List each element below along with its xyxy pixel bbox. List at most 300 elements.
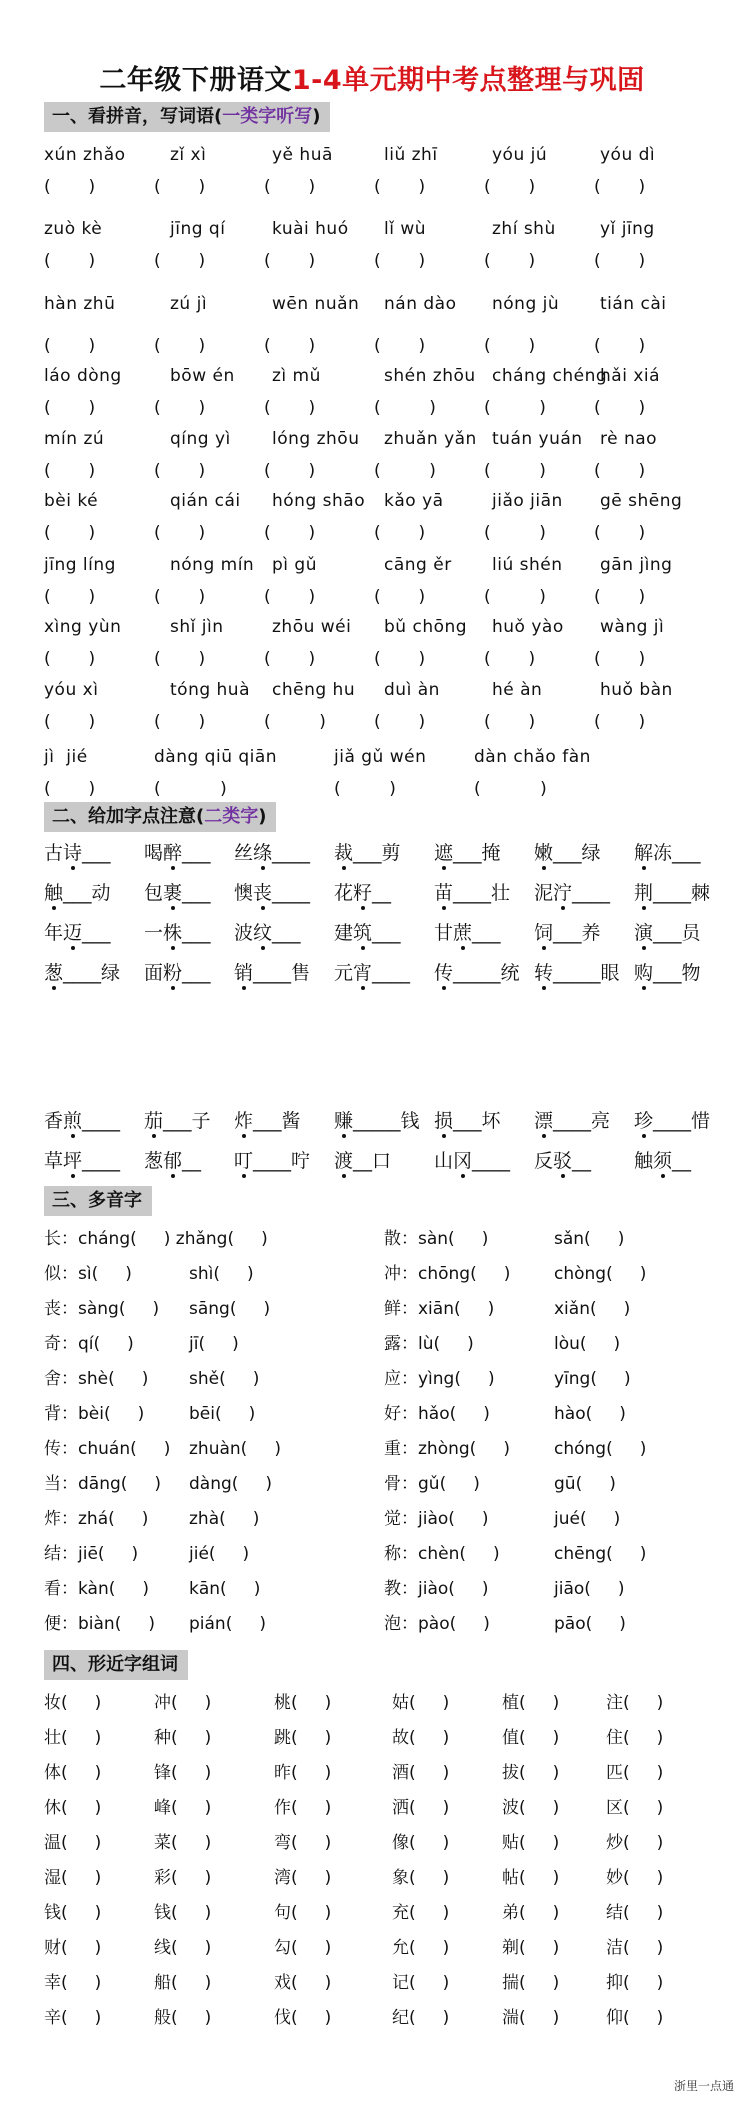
similar-char-item[interactable]: 船( ) <box>154 1973 212 1993</box>
similar-char-item[interactable]: 植( ) <box>502 1693 560 1713</box>
similar-char-item[interactable]: 壮( ) <box>44 1728 102 1748</box>
section2-heading-end: ) <box>258 806 267 827</box>
pinyin-word: tián cài <box>600 294 667 314</box>
fill-blank[interactable]: ____ <box>472 1150 511 1172</box>
similar-char-item[interactable]: 匹( ) <box>606 1763 664 1783</box>
fill-blank[interactable]: 冻___ <box>653 842 701 864</box>
answer-blank[interactable]: ( ) <box>374 251 426 271</box>
answer-blank[interactable]: ( ) <box>264 251 316 271</box>
section3-heading <box>44 1186 152 1216</box>
dotted-char: 坪 <box>63 1150 83 1172</box>
similar-char-item[interactable]: 结( ) <box>606 1903 664 1923</box>
fill-blank[interactable]: ___绿 <box>553 842 601 864</box>
answer-blank[interactable]: ( ) <box>594 398 646 418</box>
answer-blank[interactable]: ( ) <box>374 398 436 418</box>
dotted-char: 须 <box>653 1150 673 1172</box>
fill-blank[interactable]: ___ <box>272 922 301 944</box>
fill-blank[interactable]: ___物 <box>653 962 701 984</box>
polyphone-item[interactable]: 鲜：xiān( ) <box>384 1299 495 1319</box>
answer-blank[interactable]: ( ) <box>264 461 316 481</box>
similar-char-item[interactable]: 钱( ) <box>44 1903 102 1923</box>
similar-char-item[interactable]: 充( ) <box>392 1903 450 1923</box>
pinyin-word: zì mǔ <box>272 366 321 386</box>
pinyin-word: dàn chǎo fàn <box>474 747 591 767</box>
fill-blank[interactable]: ____绿 <box>63 962 121 984</box>
polyphone-item[interactable]: 炸：zhá( ) <box>44 1509 149 1529</box>
similar-char-item[interactable]: 揣( ) <box>502 1973 560 1993</box>
word-char: 懊 <box>234 882 254 904</box>
pinyin-word: wàng jì <box>600 617 665 637</box>
polyphone-item[interactable]: 露：lù( ) <box>384 1334 474 1354</box>
word-char: 甘 <box>434 922 454 944</box>
answer-blank[interactable]: ( ) <box>594 649 646 669</box>
pinyin-word: kuài huó <box>272 219 349 239</box>
answer-blank[interactable]: ( ) <box>374 523 426 543</box>
pinyin-word: gē shēng <box>600 491 683 511</box>
fill-blank[interactable]: ____售 <box>253 962 311 984</box>
similar-char-item[interactable]: 记( ) <box>392 1973 450 1993</box>
dotted-char: 购 <box>634 962 654 984</box>
similar-char-item[interactable]: 勾( ) <box>274 1938 332 1958</box>
pinyin-word: xìng yùn <box>44 617 122 637</box>
polyphone-item[interactable]: lòu( ) <box>554 1334 621 1354</box>
dotted-char: 筑 <box>353 922 373 944</box>
section4-heading <box>44 1650 188 1680</box>
similar-char-item[interactable]: 酒( ) <box>392 1763 450 1783</box>
answer-blank[interactable]: ( ) <box>264 649 316 669</box>
word-char: 香 <box>44 1110 64 1132</box>
similar-char-item[interactable]: 仰( ) <box>606 2008 664 2028</box>
dotted-word-item <box>234 960 310 986</box>
similar-char-item[interactable]: 彩( ) <box>154 1868 212 1888</box>
similar-char-item[interactable]: 句( ) <box>274 1903 332 1923</box>
similar-char-item[interactable]: 弯( ) <box>274 1833 332 1853</box>
pinyin-word: bōw én <box>170 366 235 386</box>
polyphone-item[interactable]: 结：jiē( ) <box>44 1544 139 1564</box>
fill-blank[interactable]: ____棘 <box>653 882 711 904</box>
pinyin-word: nóng jù <box>492 294 560 314</box>
polyphone-item[interactable]: zhuàn( ) <box>189 1439 281 1459</box>
answer-blank[interactable]: ( ) <box>594 461 646 481</box>
dotted-word-item <box>534 1108 610 1134</box>
dotted-char: 嫩 <box>534 842 554 864</box>
fill-blank[interactable]: ___子 <box>163 1110 211 1132</box>
dotted-word-item <box>44 920 111 946</box>
answer-blank[interactable]: ( ) <box>154 587 206 607</box>
fill-blank[interactable]: ___ <box>372 922 401 944</box>
similar-char-item[interactable]: 注( ) <box>606 1693 664 1713</box>
polyphone-item[interactable]: 觉：jiào( ) <box>384 1509 489 1529</box>
dotted-word-item <box>534 880 610 906</box>
answer-blank[interactable]: ( ) <box>44 779 96 799</box>
answer-blank[interactable]: ( ) <box>374 649 426 669</box>
pinyin-word: liǔ zhī <box>384 145 438 165</box>
polyphone-item[interactable]: 泡：pào( ) <box>384 1614 490 1634</box>
answer-blank[interactable]: ( ) <box>374 336 426 356</box>
dotted-word-item <box>334 1148 391 1174</box>
dotted-char: 炸 <box>234 1110 254 1132</box>
word-char: 草 <box>44 1150 64 1172</box>
similar-char-item[interactable]: 妆( ) <box>44 1693 102 1713</box>
answer-blank[interactable]: ( ) <box>484 523 546 543</box>
dotted-word-item <box>334 920 401 946</box>
pinyin-word: cháng chéng <box>492 366 608 386</box>
fill-blank[interactable]: ____ <box>82 1150 121 1172</box>
answer-blank[interactable]: ( ) <box>334 779 396 799</box>
answer-blank[interactable]: ( ) <box>594 712 646 732</box>
similar-char-item[interactable]: 值( ) <box>502 1728 560 1748</box>
pinyin-word: qíng yì <box>170 429 231 449</box>
pinyin-word: zhí shù <box>492 219 556 239</box>
fill-blank[interactable]: ____惜 <box>653 1110 711 1132</box>
similar-char-item[interactable]: 钱( ) <box>154 1903 212 1923</box>
similar-char-item[interactable]: 住( ) <box>606 1728 664 1748</box>
similar-char-item[interactable]: 种( ) <box>154 1728 212 1748</box>
polyphone-item[interactable]: jié( ) <box>189 1544 250 1564</box>
answer-blank[interactable]: ( ) <box>264 177 316 197</box>
similar-char-item[interactable]: 允( ) <box>392 1938 450 1958</box>
answer-blank[interactable]: ( ) <box>44 587 96 607</box>
dotted-char: 冈 <box>453 1150 473 1172</box>
fill-blank[interactable]: __ <box>182 1150 202 1172</box>
similar-char-item[interactable]: 妙( ) <box>606 1868 664 1888</box>
similar-char-item[interactable]: 锋( ) <box>154 1763 212 1783</box>
similar-char-item[interactable]: 冲( ) <box>154 1693 212 1713</box>
similar-char-item[interactable]: 区( ) <box>606 1798 664 1818</box>
pinyin-word: wēn nuǎn <box>272 294 360 314</box>
pinyin-word: yǐ jīng <box>600 219 655 239</box>
answer-blank[interactable]: ( ) <box>154 649 206 669</box>
polyphone-item[interactable]: 冲：chōng( ) <box>384 1264 511 1284</box>
similar-char-item[interactable]: 菜( ) <box>154 1833 212 1853</box>
answer-blank[interactable]: ( ) <box>484 461 546 481</box>
fill-blank[interactable]: ____ <box>572 882 611 904</box>
polyphone-item[interactable]: hào( ) <box>554 1404 626 1424</box>
dotted-char: 解 <box>634 842 654 864</box>
dotted-char: 籽 <box>353 882 373 904</box>
answer-blank[interactable]: ( ) <box>44 712 96 732</box>
dotted-char: 遮 <box>434 842 454 864</box>
answer-blank[interactable]: ( ) <box>594 177 646 197</box>
similar-char-item[interactable]: 线( ) <box>154 1938 212 1958</box>
dotted-word-item <box>334 840 401 866</box>
answer-blank[interactable]: ( ) <box>594 251 646 271</box>
answer-blank[interactable]: ( ) <box>484 336 536 356</box>
similar-char-item[interactable]: 昨( ) <box>274 1763 332 1783</box>
similar-char-item[interactable]: 拔( ) <box>502 1763 560 1783</box>
similar-char-item[interactable]: 辛( ) <box>44 2008 102 2028</box>
fill-blank[interactable]: ___ <box>182 882 211 904</box>
dotted-word-item <box>144 920 211 946</box>
answer-blank[interactable]: ( ) <box>154 251 206 271</box>
pinyin-word: yóu jú <box>492 145 548 165</box>
answer-blank[interactable]: ( ) <box>264 587 316 607</box>
answer-blank[interactable]: ( ) <box>154 461 206 481</box>
fill-blank[interactable]: ____亮 <box>553 1110 611 1132</box>
similar-char-item[interactable]: 财( ) <box>44 1938 102 1958</box>
polyphone-item[interactable]: 好：hǎo( ) <box>384 1404 490 1424</box>
polyphone-item[interactable]: 骨：gǔ( ) <box>384 1474 480 1494</box>
answer-blank[interactable]: ( ) <box>264 336 316 356</box>
similar-char-item[interactable]: 湿( ) <box>44 1868 102 1888</box>
pinyin-word: láo dòng <box>44 366 122 386</box>
polyphone-item[interactable]: kān( ) <box>189 1579 261 1599</box>
fill-blank[interactable]: _____眼 <box>553 962 620 984</box>
fill-blank[interactable]: ___ <box>472 922 501 944</box>
dotted-char: 纹 <box>253 922 273 944</box>
fill-blank[interactable]: __ <box>572 1150 592 1172</box>
fill-blank[interactable]: __口 <box>353 1150 392 1172</box>
answer-blank[interactable]: ( ) <box>264 398 316 418</box>
dotted-word-item <box>534 960 620 986</box>
dotted-word-item <box>234 920 301 946</box>
polyphone-item[interactable]: chóng( ) <box>554 1439 647 1459</box>
dotted-word-item <box>434 840 501 866</box>
answer-blank[interactable]: ( ) <box>154 712 206 732</box>
section1-heading <box>44 102 330 132</box>
answer-blank[interactable]: ( ) <box>484 712 536 732</box>
section3-heading-text: 三、多音字 <box>52 1190 142 1211</box>
polyphone-item[interactable]: yīng( ) <box>554 1369 631 1389</box>
answer-blank[interactable]: ( ) <box>44 523 96 543</box>
dotted-word-item <box>334 960 410 986</box>
dotted-char: 触 <box>44 882 64 904</box>
answer-blank[interactable]: ( ) <box>44 336 96 356</box>
answer-blank[interactable]: ( ) <box>374 461 436 481</box>
polyphone-item[interactable]: sāng( ) <box>189 1299 271 1319</box>
pinyin-word: hǎi xiá <box>600 366 661 386</box>
polyphone-item[interactable]: 看：kàn( ) <box>44 1579 150 1599</box>
similar-char-item[interactable]: 般( ) <box>154 2008 212 2028</box>
polyphone-item[interactable]: bēi( ) <box>189 1404 256 1424</box>
answer-blank[interactable]: ( ) <box>154 779 227 799</box>
similar-char-item[interactable]: 贴( ) <box>502 1833 560 1853</box>
pinyin-word: jīng líng <box>44 555 116 575</box>
answer-blank[interactable]: ( ) <box>484 649 536 669</box>
fill-blank[interactable]: ___ <box>182 842 211 864</box>
polyphone-item[interactable]: 便：biàn( ) <box>44 1614 155 1634</box>
fill-blank[interactable]: ___坏 <box>453 1110 501 1132</box>
fill-blank[interactable]: ___员 <box>653 922 701 944</box>
answer-blank[interactable]: ( ) <box>484 251 536 271</box>
fill-blank[interactable]: ____ <box>272 842 311 864</box>
pinyin-word: nán dào <box>384 294 457 314</box>
polyphone-item[interactable]: jī( ) <box>189 1334 239 1354</box>
similar-char-item[interactable]: 温( ) <box>44 1833 102 1853</box>
similar-char-item[interactable]: 波( ) <box>502 1798 560 1818</box>
similar-char-item[interactable]: 像( ) <box>392 1833 450 1853</box>
similar-char-item[interactable]: 剃( ) <box>502 1938 560 1958</box>
fill-blank[interactable]: ____ <box>82 1110 121 1132</box>
dotted-word-item <box>534 920 601 946</box>
fill-blank[interactable]: ___养 <box>553 922 601 944</box>
answer-blank[interactable]: ( ) <box>154 177 206 197</box>
answer-blank[interactable]: ( ) <box>154 523 206 543</box>
answer-blank[interactable]: ( ) <box>594 523 646 543</box>
dotted-word-item <box>44 1148 120 1174</box>
pinyin-word: kǎo yā <box>384 491 444 511</box>
polyphone-item[interactable]: zhà( ) <box>189 1509 260 1529</box>
polyphone-item[interactable]: 舍：shè( ) <box>44 1369 149 1389</box>
similar-char-item[interactable]: 幸( ) <box>44 1973 102 1993</box>
pinyin-word: duì àn <box>384 680 440 700</box>
answer-blank[interactable]: ( ) <box>44 461 96 481</box>
polyphone-item[interactable]: 当：dāng( ) <box>44 1474 162 1494</box>
similar-char-item[interactable]: 湾( ) <box>274 1868 332 1888</box>
word-char: 反 <box>534 1150 554 1172</box>
answer-blank[interactable]: ( ) <box>594 587 646 607</box>
pinyin-word: tóng huà <box>170 680 251 700</box>
pinyin-word: pì gǔ <box>272 555 317 575</box>
dotted-char: 荆 <box>634 882 654 904</box>
polyphone-item[interactable]: 称：chèn( ) <box>384 1544 500 1564</box>
dotted-word-item <box>434 1148 510 1174</box>
dotted-char: 粉 <box>163 962 183 984</box>
similar-char-item[interactable]: 休( ) <box>44 1798 102 1818</box>
answer-blank[interactable]: ( ) <box>264 712 326 732</box>
polyphone-item[interactable]: gū( ) <box>554 1474 616 1494</box>
answer-blank[interactable]: ( ) <box>484 177 536 197</box>
section1-heading-text: 一、看拼音，写词语( <box>52 106 223 127</box>
pinyin-word: liú shén <box>492 555 563 575</box>
polyphone-item[interactable]: 散：sàn( ) <box>384 1229 489 1249</box>
polyphone-item[interactable]: sǎn( ) <box>554 1229 625 1249</box>
dotted-word-item <box>144 1148 201 1174</box>
dotted-word-item <box>434 920 501 946</box>
polyphone-item[interactable]: jiāo( ) <box>554 1579 625 1599</box>
similar-char-item[interactable]: 姑( ) <box>392 1693 450 1713</box>
pinyin-word: shén zhōu <box>384 366 476 386</box>
polyphone-item[interactable]: 传：chuán( ) <box>44 1439 171 1459</box>
pinyin-word: jīng qí <box>170 219 226 239</box>
similar-char-item[interactable]: 峰( ) <box>154 1798 212 1818</box>
polyphone-item[interactable]: 丧：sàng( ) <box>44 1299 160 1319</box>
similar-char-item[interactable]: 抑( ) <box>606 1973 664 1993</box>
fill-blank[interactable]: ____咛 <box>253 1150 311 1172</box>
similar-char-item[interactable]: 体( ) <box>44 1763 102 1783</box>
dotted-word-item <box>434 1108 501 1134</box>
fill-blank[interactable]: ___掩 <box>453 842 501 864</box>
polyphone-item[interactable]: dàng( ) <box>189 1474 273 1494</box>
similar-char-item[interactable]: 帖( ) <box>502 1868 560 1888</box>
similar-char-item[interactable]: 炒( ) <box>606 1833 664 1853</box>
dotted-char: 演 <box>634 922 654 944</box>
polyphone-item[interactable]: jué( ) <box>554 1509 621 1529</box>
answer-blank[interactable]: ( ) <box>374 712 426 732</box>
answer-blank[interactable]: ( ) <box>44 251 96 271</box>
polyphone-item[interactable]: shì( ) <box>189 1264 254 1284</box>
pinyin-word: huǒ bàn <box>600 680 673 700</box>
dotted-word-item <box>144 880 211 906</box>
pinyin-word: xún zhǎo <box>44 145 126 165</box>
dotted-char: 裹 <box>163 882 183 904</box>
dotted-char: 葱 <box>44 962 64 984</box>
word-char: 建 <box>334 922 354 944</box>
fill-blank[interactable]: ____ <box>372 962 411 984</box>
dotted-char: 泞 <box>553 882 573 904</box>
dotted-word-item <box>234 1148 310 1174</box>
similar-char-item[interactable]: 弟( ) <box>502 1903 560 1923</box>
similar-char-item[interactable]: 伐( ) <box>274 2008 332 2028</box>
answer-blank[interactable]: ( ) <box>374 177 426 197</box>
answer-blank[interactable]: ( ) <box>44 177 96 197</box>
answer-blank[interactable]: ( ) <box>154 398 206 418</box>
similar-char-item[interactable]: 洒( ) <box>392 1798 450 1818</box>
fill-blank[interactable]: ___动 <box>63 882 111 904</box>
answer-blank[interactable]: ( ) <box>484 398 546 418</box>
polyphone-item[interactable]: 背：bèi( ) <box>44 1404 145 1424</box>
fill-blank[interactable]: ____壮 <box>453 882 511 904</box>
polyphone-item[interactable]: pāo( ) <box>554 1614 626 1634</box>
similar-char-item[interactable]: 洁( ) <box>606 1938 664 1958</box>
word-char: 一 <box>144 922 164 944</box>
polyphone-item[interactable]: 长：cháng( ) zhǎng( ) <box>44 1229 268 1249</box>
fill-blank[interactable]: ___酱 <box>253 1110 301 1132</box>
pinyin-word: jiǎo jiān <box>492 491 563 511</box>
similar-char-item[interactable]: 象( ) <box>392 1868 450 1888</box>
fill-blank[interactable]: ___ <box>82 922 111 944</box>
fill-blank[interactable]: _____统 <box>453 962 520 984</box>
answer-blank[interactable]: ( ) <box>594 336 646 356</box>
polyphone-item[interactable]: xiǎn( ) <box>554 1299 631 1319</box>
fill-blank[interactable]: ___剪 <box>353 842 401 864</box>
similar-char-item[interactable]: 纪( ) <box>392 2008 450 2028</box>
pinyin-word: huǒ yào <box>492 617 564 637</box>
dotted-word-item <box>44 1108 120 1134</box>
word-char: 面 <box>144 962 164 984</box>
similar-char-item[interactable]: 戏( ) <box>274 1973 332 1993</box>
pinyin-word: yě huā <box>272 145 333 165</box>
polyphone-item[interactable]: 似：sì( ) <box>44 1264 132 1284</box>
word-char: 元 <box>334 962 354 984</box>
dotted-word-item <box>144 960 211 986</box>
similar-char-item[interactable]: 作( ) <box>274 1798 332 1818</box>
polyphone-item[interactable]: 应：yìng( ) <box>384 1369 495 1389</box>
dotted-char: 叮 <box>234 1150 254 1172</box>
fill-blank[interactable]: _____钱 <box>353 1110 420 1132</box>
polyphone-item[interactable]: 教：jiào( ) <box>384 1579 489 1599</box>
fill-blank[interactable]: __ <box>372 882 392 904</box>
similar-char-item[interactable]: 故( ) <box>392 1728 450 1748</box>
answer-blank[interactable]: ( ) <box>374 587 426 607</box>
section1-heading-end: ) <box>312 106 321 127</box>
dotted-char: 珍 <box>634 1110 654 1132</box>
answer-blank[interactable]: ( ) <box>264 523 316 543</box>
polyphone-item[interactable]: 重：zhòng( ) <box>384 1439 510 1459</box>
page-title: 二年级下册语文1-4单元期中考点整理与巩固 <box>99 65 645 96</box>
polyphone-item[interactable]: shě( ) <box>189 1369 260 1389</box>
polyphone-item[interactable]: chēng( ) <box>554 1544 647 1564</box>
polyphone-item[interactable]: pián( ) <box>189 1614 266 1634</box>
answer-blank[interactable]: ( ) <box>154 336 206 356</box>
similar-char-item[interactable]: 湍( ) <box>502 2008 560 2028</box>
answer-blank[interactable]: ( ) <box>474 779 547 799</box>
fill-blank[interactable]: __ <box>672 1150 692 1172</box>
answer-blank[interactable]: ( ) <box>44 398 96 418</box>
fill-blank[interactable]: ___ <box>82 842 111 864</box>
fill-blank[interactable]: ___ <box>182 922 211 944</box>
polyphone-item[interactable]: 奇：qí( ) <box>44 1334 134 1354</box>
fill-blank[interactable]: ____ <box>272 882 311 904</box>
polyphone-item[interactable]: chòng( ) <box>554 1264 647 1284</box>
answer-blank[interactable]: ( ) <box>44 649 96 669</box>
dotted-char: 传 <box>434 962 454 984</box>
similar-char-item[interactable]: 桃( ) <box>274 1693 332 1713</box>
pinyin-word: zǐ xì <box>170 145 207 165</box>
answer-blank[interactable]: ( ) <box>484 587 546 607</box>
similar-char-item[interactable]: 跳( ) <box>274 1728 332 1748</box>
fill-blank[interactable]: ___ <box>182 962 211 984</box>
